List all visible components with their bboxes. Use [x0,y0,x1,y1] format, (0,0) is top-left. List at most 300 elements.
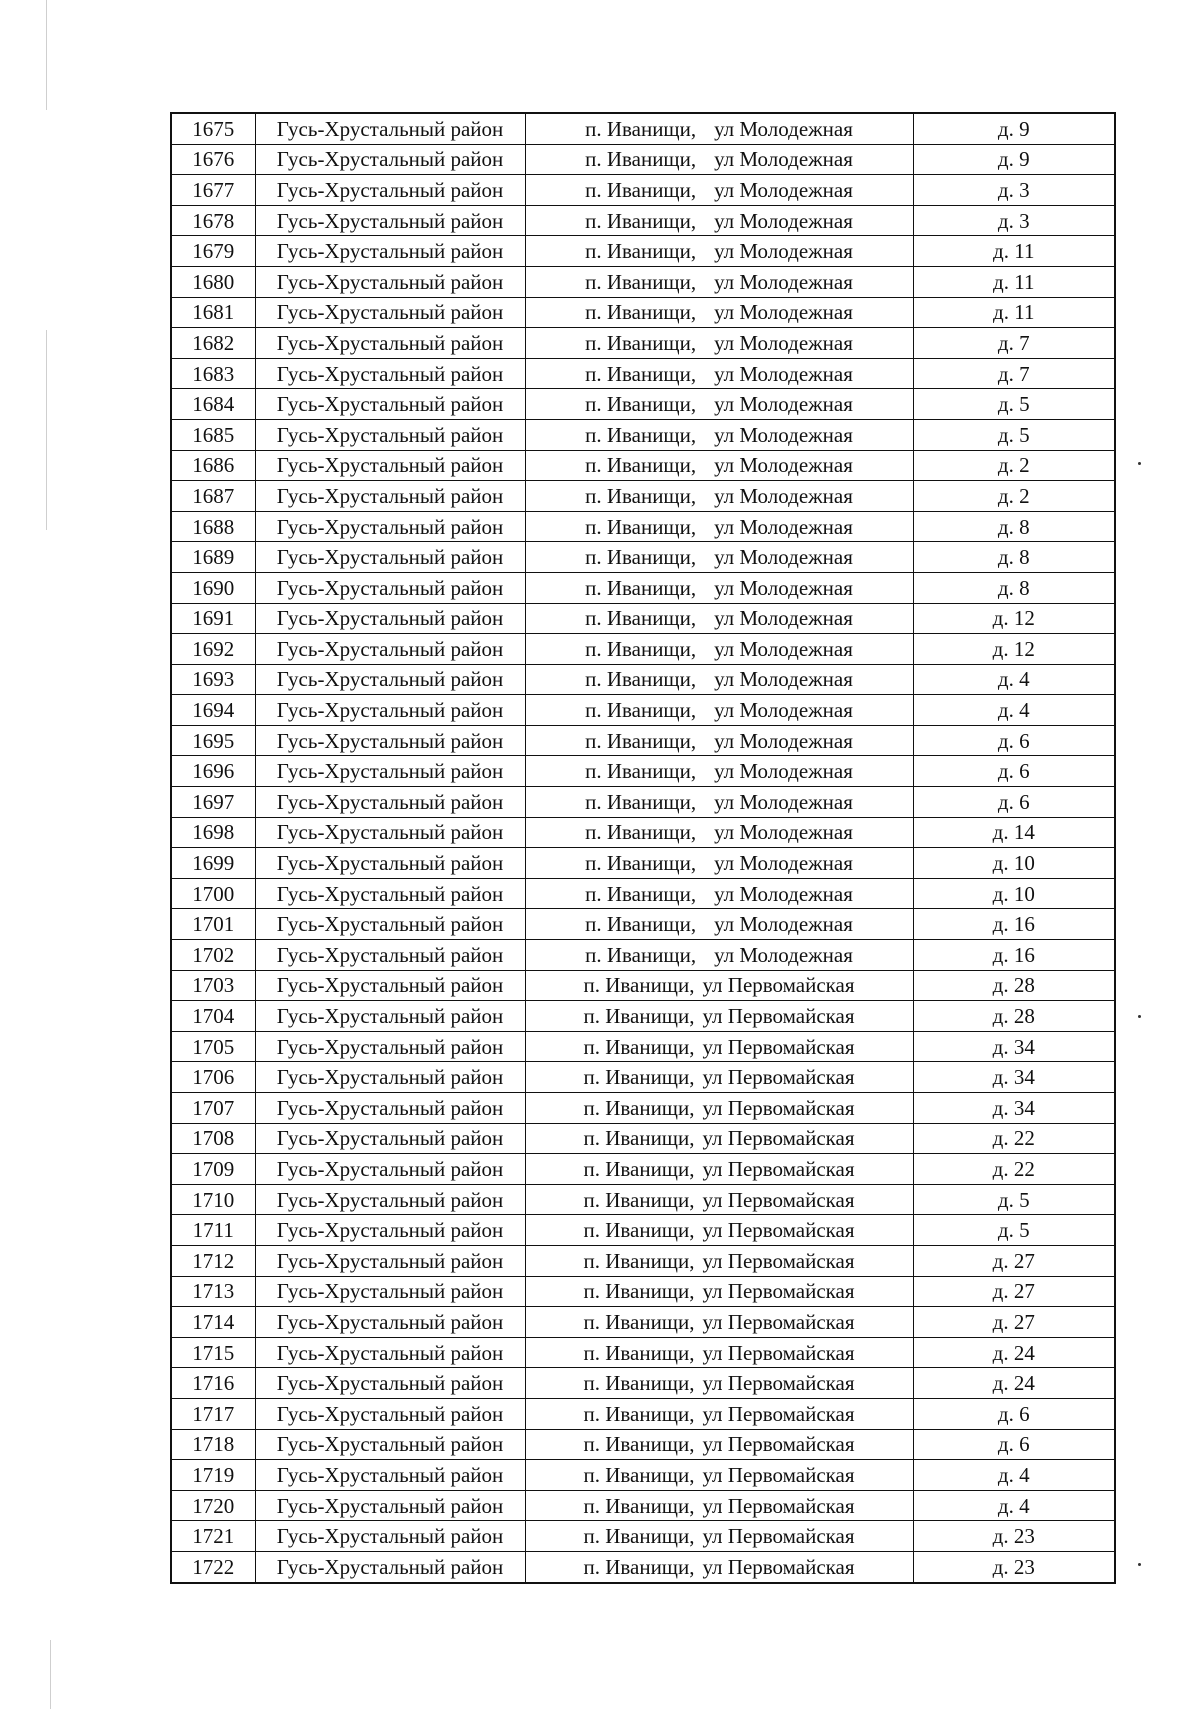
street-text: ул Первомайская [702,1432,855,1457]
district-cell: Гусь-Хрустальный район [255,634,525,665]
address-cell [525,1337,913,1368]
settlement-text: п. Иванищи, [583,1248,695,1273]
settlement-text: п. Иванищи, [585,851,697,876]
settlement-text: п. Иванищи, [585,728,697,753]
settlement-text: п. Иванищи, [585,330,697,355]
settlement-text: п. Иванищи, [585,269,697,294]
house-number-cell: д. 4 [913,1490,1115,1521]
district-cell: Гусь-Хрустальный район [255,572,525,603]
house-number-cell: д. 27 [913,1276,1115,1307]
district-cell: Гусь-Хрустальный район [255,1001,525,1032]
address-cell [525,940,913,971]
house-number-cell: д. 27 [913,1307,1115,1338]
district-cell: Гусь-Хрустальный район [255,1398,525,1429]
address-cell [525,297,913,328]
address-cell [525,848,913,879]
row-number-cell: 1684 [171,389,255,420]
table-row [171,236,1115,267]
house-number-cell: д. 6 [913,1398,1115,1429]
street-text: ул Молодежная [714,392,853,417]
table-row [171,542,1115,573]
street-text: ул Молодежная [714,545,853,570]
street-text: ул Молодежная [714,636,853,661]
street-text: ул Молодежная [714,942,853,967]
scan-artifact-line [46,0,47,110]
settlement-text: п. Иванищи, [585,789,697,814]
row-number-cell: 1694 [171,695,255,726]
table-row [171,389,1115,420]
district-cell: Гусь-Хрустальный район [255,1123,525,1154]
district-cell: Гусь-Хрустальный район [255,1154,525,1185]
row-number-cell: 1705 [171,1031,255,1062]
settlement-text: п. Иванищи, [583,1432,695,1457]
district-cell: Гусь-Хрустальный район [255,297,525,328]
row-number-cell: 1690 [171,572,255,603]
district-cell: Гусь-Хрустальный район [255,328,525,359]
row-number-cell: 1712 [171,1245,255,1276]
district-cell: Гусь-Хрустальный район [255,450,525,481]
settlement-text: п. Иванищи, [585,606,697,631]
settlement-text: п. Иванищи, [583,973,695,998]
row-number-cell: 1720 [171,1490,255,1521]
settlement-text: п. Иванищи, [585,667,697,692]
settlement-text: п. Иванищи, [585,636,697,661]
house-number-cell: д. 28 [913,970,1115,1001]
row-number-cell: 1707 [171,1093,255,1124]
table-row [171,358,1115,389]
district-cell: Гусь-Хрустальный район [255,1368,525,1399]
address-cell [525,144,913,175]
scan-artifact-line [46,330,47,530]
house-number-cell: д. 11 [913,266,1115,297]
row-number-cell: 1718 [171,1429,255,1460]
table-row [171,1001,1115,1032]
house-number-cell: д. 14 [913,817,1115,848]
settlement-text: п. Иванищи, [585,942,697,967]
street-text: ул Молодежная [714,300,853,325]
row-number-cell: 1714 [171,1307,255,1338]
settlement-text: п. Иванищи, [583,1156,695,1181]
row-number-cell: 1715 [171,1337,255,1368]
table-row [171,1307,1115,1338]
district-cell: Гусь-Хрустальный район [255,695,525,726]
table-row [171,1154,1115,1185]
street-text: ул Первомайская [702,1004,855,1029]
district-cell: Гусь-Хрустальный район [255,1093,525,1124]
settlement-text: п. Иванищи, [583,1554,695,1579]
address-cell [525,634,913,665]
house-number-cell: д. 12 [913,603,1115,634]
address-cell [525,1551,913,1582]
district-cell: Гусь-Хрустальный район [255,878,525,909]
street-text: ул Первомайская [702,1309,855,1334]
row-number-cell: 1689 [171,542,255,573]
street-text: ул Молодежная [714,759,853,784]
house-number-cell: д. 22 [913,1123,1115,1154]
table-row [171,328,1115,359]
district-cell: Гусь-Хрустальный район [255,175,525,206]
district-cell: Гусь-Хрустальный район [255,1062,525,1093]
street-text: ул Первомайская [702,1095,855,1120]
row-number-cell: 1681 [171,297,255,328]
house-number-cell: д. 34 [913,1093,1115,1124]
address-cell [525,1490,913,1521]
street-text: ул Молодежная [714,851,853,876]
address-cell [525,175,913,206]
table-row [171,1245,1115,1276]
table-row [171,1337,1115,1368]
address-cell [525,1031,913,1062]
house-number-cell: д. 9 [913,144,1115,175]
street-text: ул Молодежная [714,177,853,202]
registry-table-body [171,113,1115,1583]
district-cell: Гусь-Хрустальный район [255,909,525,940]
district-cell: Гусь-Хрустальный район [255,664,525,695]
street-text: ул Молодежная [714,208,853,233]
address-cell [525,1398,913,1429]
house-number-cell: д. 6 [913,756,1115,787]
table-row [171,1398,1115,1429]
district-cell: Гусь-Хрустальный район [255,1031,525,1062]
address-cell [525,970,913,1001]
table-row [171,1460,1115,1491]
settlement-text: п. Иванищи, [585,177,697,202]
table-row [171,878,1115,909]
settlement-text: п. Иванищи, [583,1034,695,1059]
district-cell: Гусь-Хрустальный район [255,725,525,756]
settlement-text: п. Иванищи, [585,116,697,141]
street-text: ул Молодежная [714,514,853,539]
house-number-cell: д. 34 [913,1031,1115,1062]
house-number-cell: д. 11 [913,236,1115,267]
row-number-cell: 1679 [171,236,255,267]
street-text: ул Молодежная [714,728,853,753]
street-text: ул Первомайская [702,1524,855,1549]
street-text: ул Первомайская [702,1034,855,1059]
settlement-text: п. Иванищи, [583,1309,695,1334]
address-cell [525,1184,913,1215]
table-row [171,1093,1115,1124]
district-cell: Гусь-Хрустальный район [255,419,525,450]
district-cell: Гусь-Хрустальный район [255,266,525,297]
table-row [171,1551,1115,1582]
street-text: ул Первомайская [702,1493,855,1518]
address-cell [525,909,913,940]
address-cell [525,725,913,756]
table-row [171,1062,1115,1093]
house-number-cell: д. 24 [913,1368,1115,1399]
settlement-text: п. Иванищи, [585,422,697,447]
table-row [171,572,1115,603]
street-text: ул Молодежная [714,820,853,845]
table-row [171,1490,1115,1521]
row-number-cell: 1696 [171,756,255,787]
street-text: ул Первомайская [702,1554,855,1579]
scan-artifact-dot [1138,1015,1141,1018]
street-text: ул Первомайская [702,1065,855,1090]
row-number-cell: 1675 [171,113,255,144]
street-text: ул Молодежная [714,575,853,600]
row-number-cell: 1701 [171,909,255,940]
house-number-cell: д. 5 [913,1215,1115,1246]
settlement-text: п. Иванищи, [585,483,697,508]
district-cell: Гусь-Хрустальный район [255,481,525,512]
settlement-text: п. Иванищи, [583,1371,695,1396]
settlement-text: п. Иванищи, [585,208,697,233]
row-number-cell: 1719 [171,1460,255,1491]
street-text: ул Молодежная [714,881,853,906]
district-cell: Гусь-Хрустальный район [255,389,525,420]
street-text: ул Первомайская [702,1248,855,1273]
table-row [171,634,1115,665]
street-text: ул Молодежная [714,606,853,631]
settlement-text: п. Иванищи, [583,1524,695,1549]
settlement-text: п. Иванищи, [585,514,697,539]
street-text: ул Молодежная [714,422,853,447]
settlement-text: п. Иванищи, [585,912,697,937]
table-row [171,175,1115,206]
address-cell [525,817,913,848]
house-number-cell: д. 3 [913,175,1115,206]
settlement-text: п. Иванищи, [583,1279,695,1304]
street-text: ул Первомайская [702,1156,855,1181]
house-number-cell: д. 3 [913,205,1115,236]
district-cell: Гусь-Хрустальный район [255,236,525,267]
district-cell: Гусь-Хрустальный район [255,787,525,818]
settlement-text: п. Иванищи, [583,1340,695,1365]
house-number-cell: д. 6 [913,787,1115,818]
table-row [171,419,1115,450]
street-text: ул Первомайская [702,1218,855,1243]
street-text: ул Молодежная [714,453,853,478]
table-row [171,481,1115,512]
address-cell [525,358,913,389]
house-number-cell: д. 4 [913,695,1115,726]
district-cell: Гусь-Хрустальный район [255,970,525,1001]
table-row [171,1215,1115,1246]
district-cell: Гусь-Хрустальный район [255,817,525,848]
row-number-cell: 1686 [171,450,255,481]
row-number-cell: 1699 [171,848,255,879]
settlement-text: п. Иванищи, [585,453,697,478]
table-row [171,144,1115,175]
district-cell: Гусь-Хрустальный район [255,511,525,542]
address-registry-table [170,112,1116,1584]
street-text: ул Первомайская [702,1462,855,1487]
address-cell [525,542,913,573]
street-text: ул Первомайская [702,1187,855,1212]
address-cell [525,1460,913,1491]
house-number-cell: д. 8 [913,511,1115,542]
table-row [171,848,1115,879]
house-number-cell: д. 2 [913,481,1115,512]
house-number-cell: д. 4 [913,664,1115,695]
row-number-cell: 1682 [171,328,255,359]
address-cell [525,450,913,481]
settlement-text: п. Иванищи, [583,1218,695,1243]
address-cell [525,1215,913,1246]
table-row [171,603,1115,634]
table-row [171,695,1115,726]
table-row [171,940,1115,971]
address-cell [525,481,913,512]
table-row [171,1123,1115,1154]
row-number-cell: 1703 [171,970,255,1001]
settlement-text: п. Иванищи, [585,820,697,845]
table-row [171,787,1115,818]
table-row [171,909,1115,940]
address-cell [525,664,913,695]
street-text: ул Первомайская [702,1401,855,1426]
row-number-cell: 1717 [171,1398,255,1429]
street-text: ул Первомайская [702,1371,855,1396]
house-number-cell: д. 10 [913,878,1115,909]
row-number-cell: 1697 [171,787,255,818]
address-cell [525,389,913,420]
street-text: ул Первомайская [702,1126,855,1151]
district-cell: Гусь-Хрустальный район [255,144,525,175]
house-number-cell: д. 16 [913,909,1115,940]
street-text: ул Молодежная [714,483,853,508]
row-number-cell: 1685 [171,419,255,450]
table-row [171,725,1115,756]
address-cell [525,1123,913,1154]
table-row [171,1031,1115,1062]
district-cell: Гусь-Хрустальный район [255,1337,525,1368]
row-number-cell: 1713 [171,1276,255,1307]
settlement-text: п. Иванищи, [585,881,697,906]
house-number-cell: д. 7 [913,328,1115,359]
street-text: ул Молодежная [714,239,853,264]
table-row [171,1276,1115,1307]
street-text: ул Молодежная [714,269,853,294]
table-row [171,1184,1115,1215]
house-number-cell: д. 2 [913,450,1115,481]
district-cell: Гусь-Хрустальный район [255,940,525,971]
row-number-cell: 1688 [171,511,255,542]
row-number-cell: 1692 [171,634,255,665]
house-number-cell: д. 7 [913,358,1115,389]
row-number-cell: 1695 [171,725,255,756]
house-number-cell: д. 6 [913,725,1115,756]
row-number-cell: 1680 [171,266,255,297]
district-cell: Гусь-Хрустальный район [255,1276,525,1307]
address-cell [525,1276,913,1307]
street-text: ул Молодежная [714,330,853,355]
row-number-cell: 1702 [171,940,255,971]
table-row [171,511,1115,542]
table-row [171,1368,1115,1399]
settlement-text: п. Иванищи, [583,1095,695,1120]
table-row [171,266,1115,297]
address-cell [525,695,913,726]
house-number-cell: д. 28 [913,1001,1115,1032]
street-text: ул Молодежная [714,147,853,172]
row-number-cell: 1693 [171,664,255,695]
street-text: ул Первомайская [702,1340,855,1365]
scan-artifact-dot [1138,1563,1141,1566]
settlement-text: п. Иванищи, [583,1493,695,1518]
district-cell: Гусь-Хрустальный район [255,1429,525,1460]
settlement-text: п. Иванищи, [583,1187,695,1212]
district-cell: Гусь-Хрустальный район [255,848,525,879]
table-row [171,817,1115,848]
row-number-cell: 1709 [171,1154,255,1185]
house-number-cell: д. 5 [913,1184,1115,1215]
district-cell: Гусь-Хрустальный район [255,542,525,573]
settlement-text: п. Иванищи, [583,1401,695,1426]
street-text: ул Молодежная [714,116,853,141]
settlement-text: п. Иванищи, [585,759,697,784]
district-cell: Гусь-Хрустальный район [255,603,525,634]
house-number-cell: д. 12 [913,634,1115,665]
settlement-text: п. Иванищи, [583,1126,695,1151]
street-text: ул Молодежная [714,361,853,386]
settlement-text: п. Иванищи, [585,300,697,325]
address-cell [525,1307,913,1338]
house-number-cell: д. 16 [913,940,1115,971]
row-number-cell: 1677 [171,175,255,206]
district-cell: Гусь-Хрустальный район [255,1460,525,1491]
settlement-text: п. Иванищи, [585,392,697,417]
address-cell [525,1093,913,1124]
address-cell [525,572,913,603]
house-number-cell: д. 6 [913,1429,1115,1460]
house-number-cell: д. 5 [913,419,1115,450]
table-row [171,1521,1115,1552]
house-number-cell: д. 23 [913,1551,1115,1582]
house-number-cell: д. 10 [913,848,1115,879]
district-cell: Гусь-Хрустальный район [255,1184,525,1215]
address-cell [525,236,913,267]
row-number-cell: 1683 [171,358,255,389]
house-number-cell: д. 9 [913,113,1115,144]
row-number-cell: 1711 [171,1215,255,1246]
row-number-cell: 1678 [171,205,255,236]
settlement-text: п. Иванищи, [585,239,697,264]
district-cell: Гусь-Хрустальный район [255,1551,525,1582]
address-cell [525,266,913,297]
settlement-text: п. Иванищи, [585,147,697,172]
address-cell [525,511,913,542]
address-cell [525,1062,913,1093]
row-number-cell: 1716 [171,1368,255,1399]
district-cell: Гусь-Хрустальный район [255,1490,525,1521]
street-text: ул Молодежная [714,698,853,723]
address-cell [525,603,913,634]
address-cell [525,113,913,144]
row-number-cell: 1700 [171,878,255,909]
table-row [171,664,1115,695]
district-cell: Гусь-Хрустальный район [255,205,525,236]
scan-artifact-dot [1138,462,1141,465]
address-cell [525,328,913,359]
house-number-cell: д. 22 [913,1154,1115,1185]
house-number-cell: д. 24 [913,1337,1115,1368]
address-cell [525,205,913,236]
district-cell: Гусь-Хрустальный район [255,113,525,144]
table-row [171,450,1115,481]
address-cell [525,1368,913,1399]
row-number-cell: 1691 [171,603,255,634]
row-number-cell: 1722 [171,1551,255,1582]
district-cell: Гусь-Хрустальный район [255,1245,525,1276]
district-cell: Гусь-Хрустальный район [255,1215,525,1246]
row-number-cell: 1710 [171,1184,255,1215]
settlement-text: п. Иванищи, [585,545,697,570]
street-text: ул Первомайская [702,1279,855,1304]
address-cell [525,1001,913,1032]
